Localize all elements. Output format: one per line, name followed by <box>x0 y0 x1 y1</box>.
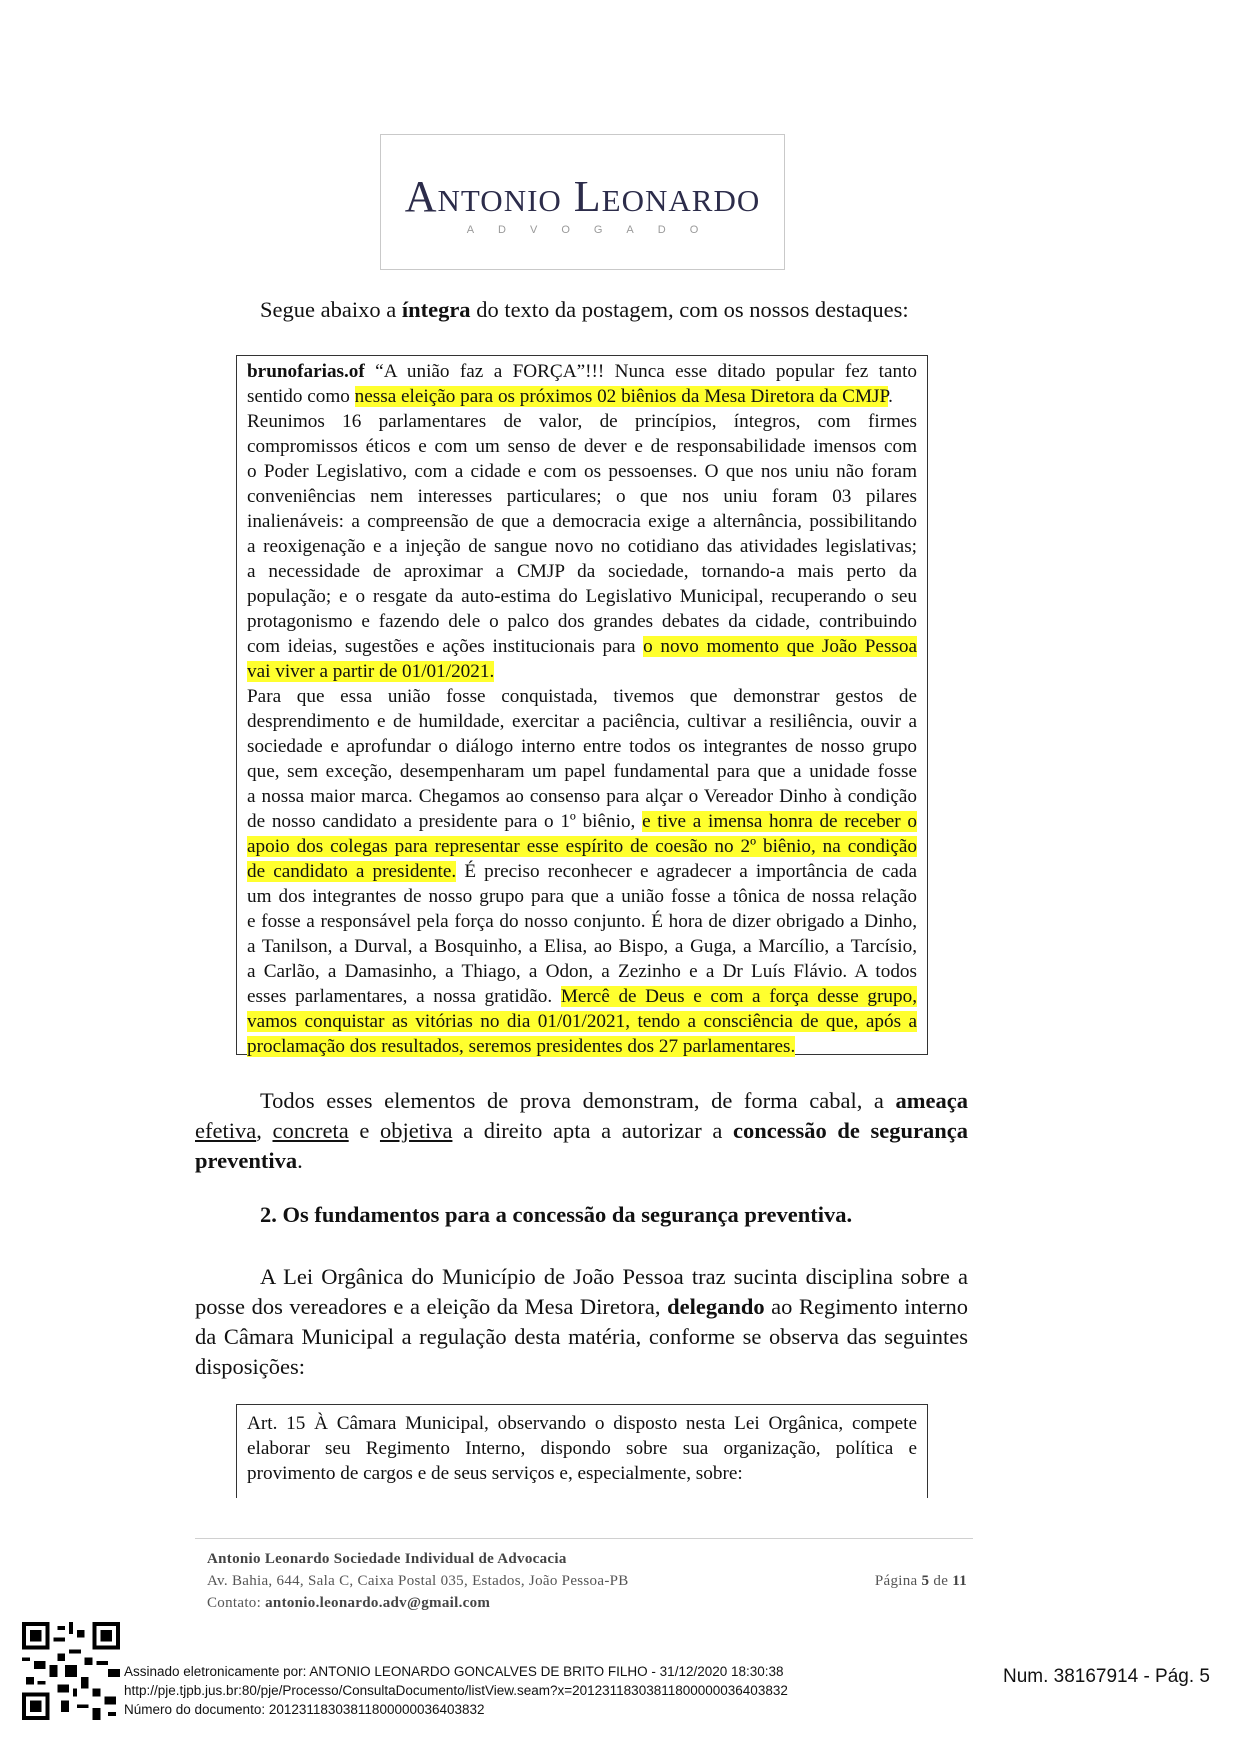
quote-line <box>247 459 917 484</box>
highlighted-text: vai viver a partir de 01/01/2021. <box>247 661 495 682</box>
highlighted-text: nessa eleição para os próximos 02 biênios da Mesa Diretora da CMJP <box>354 386 889 407</box>
quote-line <box>247 609 917 634</box>
bold-text: delegando <box>667 1294 765 1319</box>
quote-line <box>247 684 917 709</box>
quote-line <box>247 734 917 759</box>
intro-text-end: do texto da postagem, com os nossos destaques: <box>470 297 909 322</box>
quoted-post-box <box>236 355 928 1055</box>
text-run: a nossa maior marca. Chegamos ao consenso para alçar o Vereador Dinho à condição <box>247 786 917 807</box>
bold-text: ameaça <box>895 1088 968 1113</box>
quote-line <box>247 1034 917 1059</box>
underlined-text: objetiva <box>379 1118 453 1143</box>
page-total: 11 <box>952 1573 967 1589</box>
text-run: Reunimos 16 parlamentares de valor, de princípios, íntegros, com firmes <box>247 411 917 432</box>
footer-address: Av. Bahia, 644, Sala C, Caixa Postal 035, Estados, João Pessoa-PB <box>207 1573 629 1589</box>
text-run: esses parlamentares, a nossa gratidão. <box>247 986 561 1007</box>
bold-text: brunofarias.of <box>247 361 365 382</box>
highlighted-text: e tive a imensa honra de receber o <box>642 811 918 832</box>
quote-line <box>247 559 917 584</box>
text-run: conveniências nem interesses particulares; o que nos uniu foram 03 pilares <box>247 486 917 507</box>
quote-line <box>247 834 917 859</box>
intro-bold: íntegra <box>401 297 471 322</box>
quote-line <box>247 634 917 659</box>
text-run: com ideias, sugestões e ações institucionais para <box>247 636 644 657</box>
highlighted-text: Mercê de Deus e com a força desse grupo, <box>560 986 917 1007</box>
highlighted-text: o novo momento que João Pessoa <box>643 636 917 657</box>
underlined-text: efetiva <box>195 1118 257 1143</box>
quote-line <box>247 984 917 1009</box>
text-run: um dos integrantes de nosso grupo para que a união fosse a tônica de nossa relação <box>247 886 917 907</box>
text-run: É preciso reconhecer e agradecer a importância de cada <box>456 861 918 882</box>
quote-line <box>247 484 917 509</box>
quote-line <box>247 659 917 684</box>
text-run: . <box>888 386 893 407</box>
signature-line: Assinado eletronicamente por: ANTONIO LEONARDO GONCALVES DE BRITO FILHO - 31/12/2020 18:30:38 <box>124 1664 784 1679</box>
evidence-paragraph <box>195 1086 968 1176</box>
quote-line <box>247 534 917 559</box>
text-run: a Tanilson, a Durval, a Bosquinho, a Elisa, ao Bispo, a Guga, a Marcílio, a Tarcísio, <box>247 936 917 957</box>
quote-line <box>247 434 917 459</box>
logo-name: Antonio Leonardo <box>404 172 761 221</box>
text-run: e <box>348 1118 380 1143</box>
footer-contact-label: Contato: <box>207 1595 266 1611</box>
quote-line <box>247 809 917 834</box>
logo-subtitle: ADVOGADO <box>466 224 723 236</box>
highlighted-text: apoio dos colegas para representar esse espírito de coesão no 2º biênio, na condição <box>247 836 917 857</box>
quote-line <box>247 584 917 609</box>
quote-line <box>247 359 917 384</box>
section-heading: 2. Os fundamentos para a concessão da segurança preventiva. <box>260 1202 853 1227</box>
text-run: A Lei Orgânica do Município de João Pessoa traz sucinta disciplina sobre a posse dos vereadores e a eleição da Mesa Diretora, <box>195 1264 968 1319</box>
footer-page-number <box>875 1570 967 1592</box>
text-run: Todos esses elementos de prova demonstram, de forma cabal, a <box>260 1088 896 1113</box>
text-run: de nosso candidato a presidente para o 1º biênio, <box>247 811 643 832</box>
quote-line <box>247 784 917 809</box>
text-run: “A união faz a FORÇA”!!! Nunca esse ditado popular fez tanto <box>364 361 917 382</box>
quote-line <box>247 509 917 534</box>
text-run: sociedade e aprofundar o diálogo interno entre todos os integrantes de nosso grupo <box>247 736 917 757</box>
organic-law-paragraph <box>195 1262 968 1382</box>
text-run: e fosse a responsável pela força do nosso conjunto. É hora de dizer obrigado a Dinho, <box>247 911 917 932</box>
article-quote-box <box>236 1404 928 1498</box>
text-run: inalienáveis: a compreensão de que a democracia exige a alternância, possibilitando <box>247 511 917 532</box>
text-run: a Carlão, a Damasinho, a Thiago, a Odon, a Zezinho e a Dr Luís Flávio. A todos <box>247 961 917 982</box>
quote-line <box>247 934 917 959</box>
doc-page-number: Num. 38167914 - Pág. 5 <box>1002 1666 1210 1687</box>
quote-line <box>247 759 917 784</box>
text-run: ao Regimento interno da Câmara Municipal a regulação desta matéria, conforme se observa das seguintes disposições: <box>195 1294 969 1379</box>
quote-line <box>247 409 917 434</box>
highlighted-text: vamos conquistar as vitórias no dia 01/01/2021, tendo a consciência de que, após a <box>247 1011 917 1032</box>
text-run: a reoxigenação e a injeção de sangue novo no cotidiano das atividades legislativas; <box>247 536 917 557</box>
quote-line <box>247 909 917 934</box>
page-footer <box>207 1548 967 1614</box>
document-url[interactable]: http://pje.tjpb.jus.br:80/pje/Processo/ConsultaDocumento/listView.seam?x=20123118303811800000036403832 <box>124 1683 788 1698</box>
intro-text: Segue abaixo a <box>260 297 402 322</box>
quote-line <box>247 884 917 909</box>
text-run: sentido como <box>247 386 355 407</box>
document-number-line: Número do documento: 20123118303811800000036403832 <box>124 1702 485 1717</box>
text-run: . <box>297 1148 303 1173</box>
underlined-text: concreta <box>272 1118 349 1143</box>
quote-line <box>247 959 917 984</box>
quote-line <box>247 1009 917 1034</box>
page-current: 5 <box>921 1573 930 1589</box>
quote-line <box>247 384 917 409</box>
quote-line <box>247 709 917 734</box>
footer-divider <box>195 1538 973 1539</box>
quote-line <box>247 859 917 884</box>
text-run: desprendimento e de humildade, exercitar a paciência, cultivar a resiliência, ouvir a <box>247 711 917 732</box>
highlighted-text: proclamação dos resultados, seremos presidentes dos 27 parlamentares. <box>247 1036 796 1057</box>
qr-code-icon <box>22 1622 120 1720</box>
law-firm-logo <box>380 134 785 270</box>
text-run: que, sem exceção, desempenharam um papel fundamental para que a unidade fosse <box>247 761 917 782</box>
text-run: a direito apta a autorizar a <box>452 1118 733 1143</box>
article-line: Art. 15 À Câmara Municipal, observando o disposto nesta Lei Orgânica, compete <box>247 1413 917 1434</box>
text-run: população; e o resgate da auto-estima do Legislativo Municipal, recuperando o seu <box>247 586 917 607</box>
article-line: elaborar seu Regimento Interno, dispondo sobre sua organização, política e <box>247 1438 917 1459</box>
text-run: , <box>256 1118 273 1143</box>
page-of: de <box>929 1573 953 1589</box>
footer-contact-email: antonio.leonardo.adv@gmail.com <box>265 1595 491 1611</box>
electronic-signature <box>124 1662 904 1719</box>
text-run: protagonismo e fazendo dele o palco dos grandes debates da cidade, contribuindo <box>247 611 917 632</box>
article-line: provimento de cargos e de seus serviços e, especialmente, sobre: <box>247 1463 743 1484</box>
footer-firm-name: Antonio Leonardo Sociedade Individual de Advocacia <box>207 1551 567 1567</box>
bold-text: concessão de segurança preventiva <box>195 1118 968 1173</box>
text-run: compromissos éticos e com um senso de dever e de responsabilidade imensos com <box>247 436 917 457</box>
text-run: a necessidade de aproximar a CMJP da sociedade, tornando-a mais perto da <box>247 561 917 582</box>
intro-paragraph <box>195 295 968 325</box>
highlighted-text: de candidato a presidente. <box>247 861 457 882</box>
text-run: o Poder Legislativo, com a cidade e com os pessoenses. O que nos uniu não foram <box>247 461 917 482</box>
page-label: Página <box>874 1573 922 1589</box>
text-run: Para que essa união fosse conquistada, tivemos que demonstrar gestos de <box>247 686 917 707</box>
